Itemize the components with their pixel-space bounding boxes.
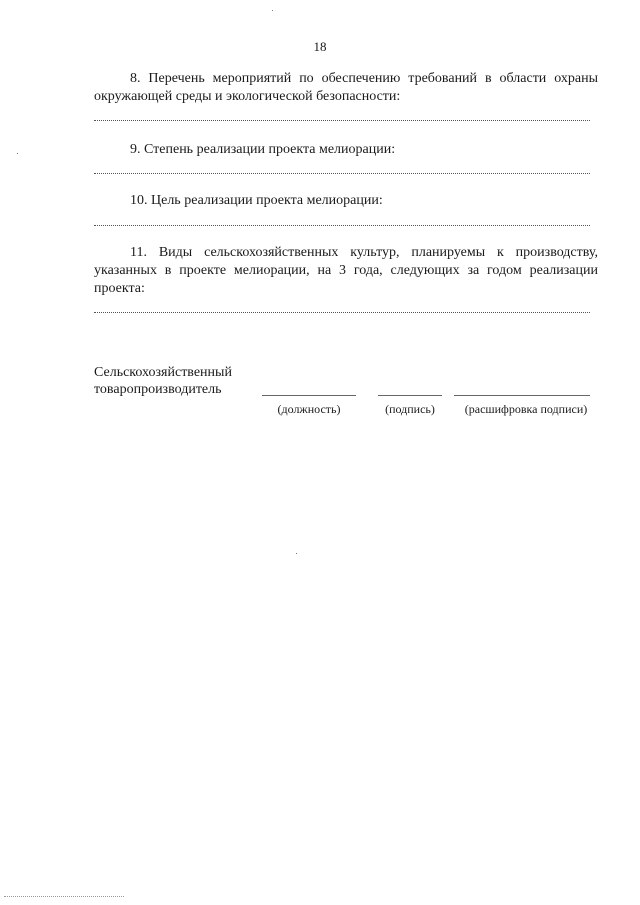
- scan-speck: [272, 10, 273, 11]
- item-11-fill-line[interactable]: [94, 312, 590, 313]
- position-caption: (должность): [277, 402, 341, 416]
- scan-speck: [17, 153, 18, 154]
- item-8-text: 8. Перечень мероприятий по обеспечению требований в области охраны окружающей среды и экологической безопасности:: [94, 71, 598, 104]
- page-number: 18: [313, 39, 327, 54]
- item-11-text: 11. Виды сельскохозяйственных культур, планируемы к производству, указанных в проекте мелиорации, на 3 года, следующих за годом реализации проекта:: [94, 245, 598, 296]
- item-9-text: 9. Степень реализации проекта мелиорации:: [130, 142, 396, 157]
- signature-decoding-line[interactable]: [454, 395, 590, 396]
- signature-decoding-caption: (расшифровка подписи): [464, 402, 588, 416]
- signature-caption: (подпись): [385, 402, 435, 416]
- item-10-fill-line[interactable]: [94, 225, 590, 226]
- scan-speck: [296, 553, 297, 554]
- item-11: [94, 244, 598, 298]
- signer-label-line2: товаропроизводитель: [94, 382, 222, 397]
- scan-edge-dots: [4, 896, 124, 897]
- item-10: [94, 192, 598, 210]
- item-10-text: 10. Цель реализации проекта мелиорации:: [130, 193, 383, 208]
- item-9-fill-line[interactable]: [94, 173, 590, 174]
- position-line[interactable]: [262, 395, 356, 396]
- signer-label: [94, 364, 264, 398]
- signer-label-line1: Сельскохозяйственный: [94, 365, 232, 380]
- signature-line[interactable]: [378, 395, 442, 396]
- item-9: [94, 141, 598, 159]
- item-8-fill-line[interactable]: [94, 120, 590, 121]
- item-8: [94, 70, 598, 106]
